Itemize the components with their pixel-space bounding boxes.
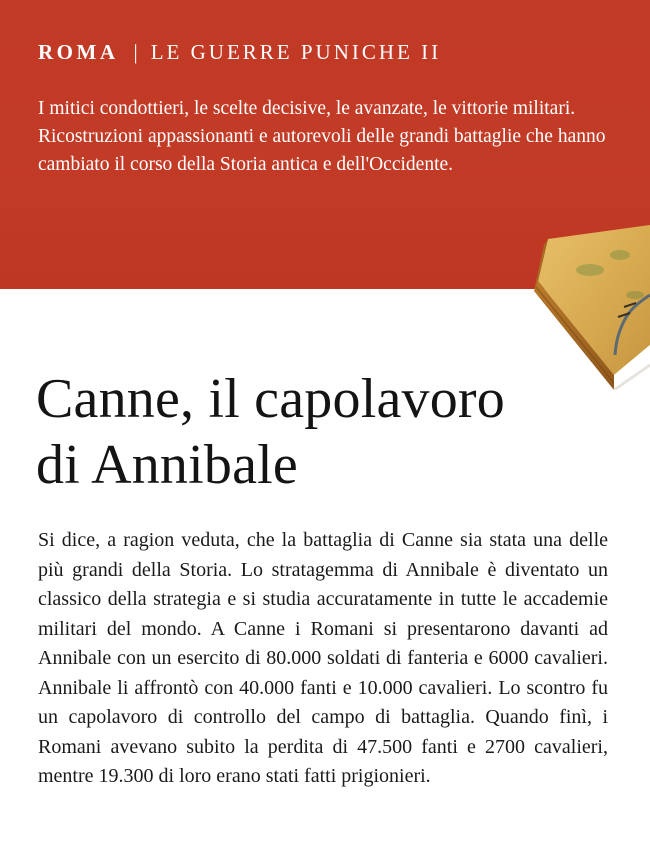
article-title-line1: Canne, il capolavoro	[36, 368, 505, 430]
article-body: Si dice, a ragion veduta, che la battaglia di Canne sia stata una delle più grandi della Storia. Lo stratagemma di Annibale è diventato un classico della strategia e si studia accuratamente in tutte le accademie militari del mondo. A Canne i Romani si presentarono davanti ad Annibale con un esercito di 80.000 soldati di fanteria e 6000 cavalieri. Annibale li affrontò con 40.000 fanti e 10.000 cavalieri. Lo scontro fu un capolavoro di controllo del campo di battaglia. Quando finì, i Romani avevano subito la perdita di 47.500 fanti e 2700 cavalieri, mentre 19.300 di loro erano stati fatti prigionieri.	[38, 529, 608, 787]
article-title	[36, 366, 626, 498]
intro-text: I mitici condottieri, le scelte decisive, le avanzate, le vittorie militari. Ricostruzioni appassionanti e autorevoli delle grandi battaglie che hanno cambiato il corso della Storia antica e dell'Occidente.	[38, 98, 606, 175]
series-name: ROMA	[38, 40, 119, 64]
series-separator: |	[133, 40, 138, 64]
series-line	[38, 40, 441, 65]
series-subtitle: LE GUERRE PUNICHE II	[150, 40, 442, 64]
article-title-line2: di Annibale	[36, 434, 298, 496]
